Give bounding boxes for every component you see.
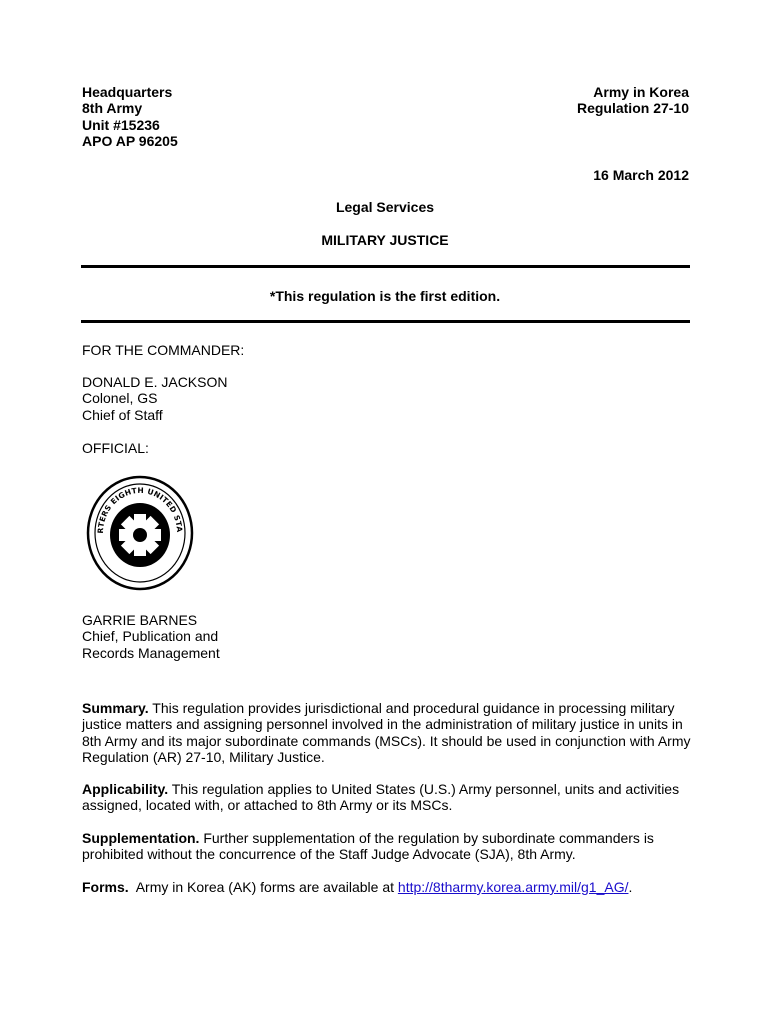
official-title-2: Records Management: [82, 644, 220, 661]
bottom-rule: [81, 320, 690, 323]
header-right: [429, 84, 689, 117]
seal-text: RTERS EIGHTH UNITED STA: [95, 485, 185, 534]
forms-link[interactable]: http://8tharmy.korea.army.mil/g1_AG/: [397, 879, 629, 895]
official-title-1: Chief, Publication and: [82, 628, 219, 645]
category-title: Legal Services: [335, 199, 435, 215]
header-left-line-4: APO AP 96205: [82, 133, 178, 150]
subject-title: MILITARY JUSTICE: [321, 232, 449, 248]
army-seal-icon: [86, 474, 194, 592]
summary-line-3: 8th Army and its major subordinate commands (MSCs). It should be used in conjunction with Army: [82, 732, 691, 749]
official-name: GARRIE BARNES: [82, 612, 198, 628]
applicability-section: [82, 781, 692, 814]
publication-date: 16 March 2012: [593, 167, 689, 183]
header-left-line-2: 8th Army: [82, 100, 143, 117]
applicability-label: Applicability.: [82, 781, 169, 797]
supplementation-section: [82, 830, 692, 863]
commander-block: [82, 374, 692, 423]
supplementation-label: Supplementation.: [82, 830, 200, 846]
official-block: [82, 612, 692, 661]
top-rule: [81, 265, 690, 268]
header-left-line-1: Headquarters: [82, 84, 173, 100]
header-right-line-1: Army in Korea: [593, 84, 689, 100]
summary-line-2: justice matters and assigning personnel involved in the administration of military justice in units in: [82, 716, 683, 733]
summary-line-4: Regulation (AR) 27-10, Military Justice.: [82, 749, 325, 766]
applicability-line-2: assigned, located with, or attached to 8th Army or its MSCs.: [82, 797, 453, 814]
commander-title: Chief of Staff: [82, 406, 163, 423]
commander-name: DONALD E. JACKSON: [82, 374, 228, 390]
summary-line-1: This regulation provides jurisdictional and procedural guidance in processing military: [148, 700, 675, 716]
summary-section: [82, 700, 692, 766]
summary-label: Summary.: [82, 700, 149, 716]
forms-text: Army in Korea (AK) forms are available at: [128, 879, 398, 895]
header-left-line-3: Unit #15236: [82, 116, 160, 133]
header-right-line-2: Regulation 27-10: [576, 100, 689, 117]
for-the-commander: FOR THE COMMANDER:: [82, 342, 245, 358]
commander-rank: Colonel, GS: [82, 390, 158, 407]
edition-note: *This regulation is the first edition.: [269, 288, 501, 304]
forms-end: .: [628, 879, 633, 895]
applicability-line-1: This regulation applies to United States (U.S.) Army personnel, units and activities: [168, 781, 680, 797]
forms-section: [82, 879, 692, 895]
supplementation-line-2: prohibited without the concurrence of the Staff Judge Advocate (SJA), 8th Army.: [82, 846, 576, 863]
supplementation-line-1: Further supplementation of the regulation by subordinate commanders is: [199, 830, 654, 846]
header-left: [82, 84, 342, 150]
official-label: OFFICIAL:: [82, 440, 149, 456]
forms-label: Forms.: [82, 879, 129, 895]
